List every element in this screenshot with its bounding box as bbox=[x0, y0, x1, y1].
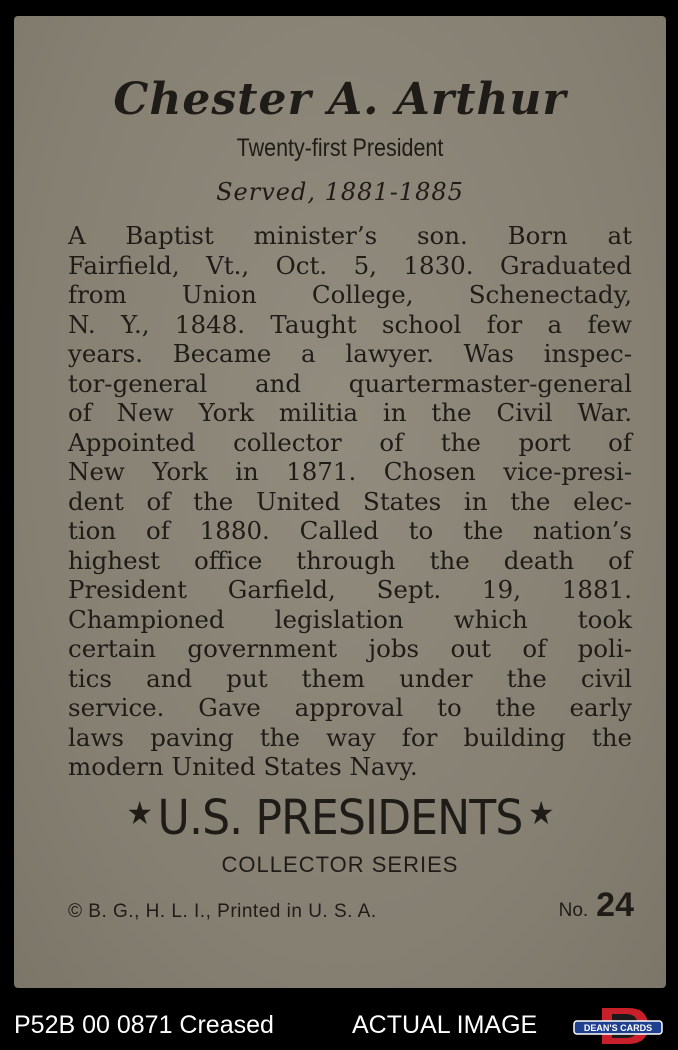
logo-text: DEAN'S CARDS bbox=[583, 1023, 653, 1033]
star-icon: ★ bbox=[527, 794, 554, 832]
trading-card-back bbox=[14, 16, 666, 988]
biography-line: New York in 1871. Chosen vice-presi- bbox=[68, 457, 632, 486]
president-name: Chester A. Arthur bbox=[113, 74, 567, 125]
copyright-line: © B. G., H. L. I., Printed in U. S. A. bbox=[68, 901, 377, 922]
biography-line: laws paving the way for building the bbox=[68, 722, 632, 752]
biography-line: tor-general and quartermaster-general bbox=[68, 368, 632, 398]
biography-line: certain government jobs out of poli- bbox=[68, 634, 632, 663]
card-number bbox=[559, 886, 634, 925]
biography-line: Appointed collector of the port of bbox=[68, 427, 632, 457]
item-code: P52B 00 0871 Creased bbox=[14, 1011, 274, 1039]
card-number-value: 24 bbox=[596, 886, 634, 924]
biography-line: highest office through the death of bbox=[68, 545, 632, 575]
biography-line: Championed legislation which took bbox=[68, 604, 632, 634]
biography-line: N. Y., 1848. Taught school for a few bbox=[68, 309, 632, 339]
card-number-label: No. bbox=[558, 900, 589, 921]
biography-line: of New York militia in the Civil War. bbox=[68, 398, 632, 427]
biography-text bbox=[68, 221, 632, 782]
biography-line: modern United States Navy. bbox=[68, 752, 418, 781]
biography-line: years. Became a lawyer. Was inspec- bbox=[68, 339, 632, 368]
biography-line: President Garfield, Sept. 19, 1881. bbox=[68, 575, 632, 604]
biography-line: service. Gave approval to the early bbox=[68, 693, 632, 722]
biography-line: from Union College, Schenectady, bbox=[68, 280, 632, 309]
series-subtitle: COLLECTOR SERIES bbox=[221, 852, 459, 877]
president-ordinal: Twenty-first President bbox=[236, 134, 444, 162]
series-title-text: U.S. PRESIDENTS bbox=[157, 790, 523, 846]
biography-line: tics and put them under the civil bbox=[68, 663, 632, 693]
term-served: Served, 1881-1885 bbox=[216, 178, 464, 206]
deans-cards-logo-icon bbox=[572, 1006, 664, 1046]
series-title bbox=[40, 790, 640, 846]
actual-image-label: ACTUAL IMAGE bbox=[352, 1011, 538, 1039]
star-icon: ★ bbox=[126, 794, 153, 832]
biography-line: dent of the United States in the elec- bbox=[68, 486, 632, 516]
biography-line: Fairfield, Vt., Oct. 5, 1830. Graduated bbox=[68, 250, 632, 280]
biography-line: tion of 1880. Called to the nation’s bbox=[68, 516, 632, 545]
biography-line: A Baptist minister’s son. Born at bbox=[68, 221, 632, 250]
